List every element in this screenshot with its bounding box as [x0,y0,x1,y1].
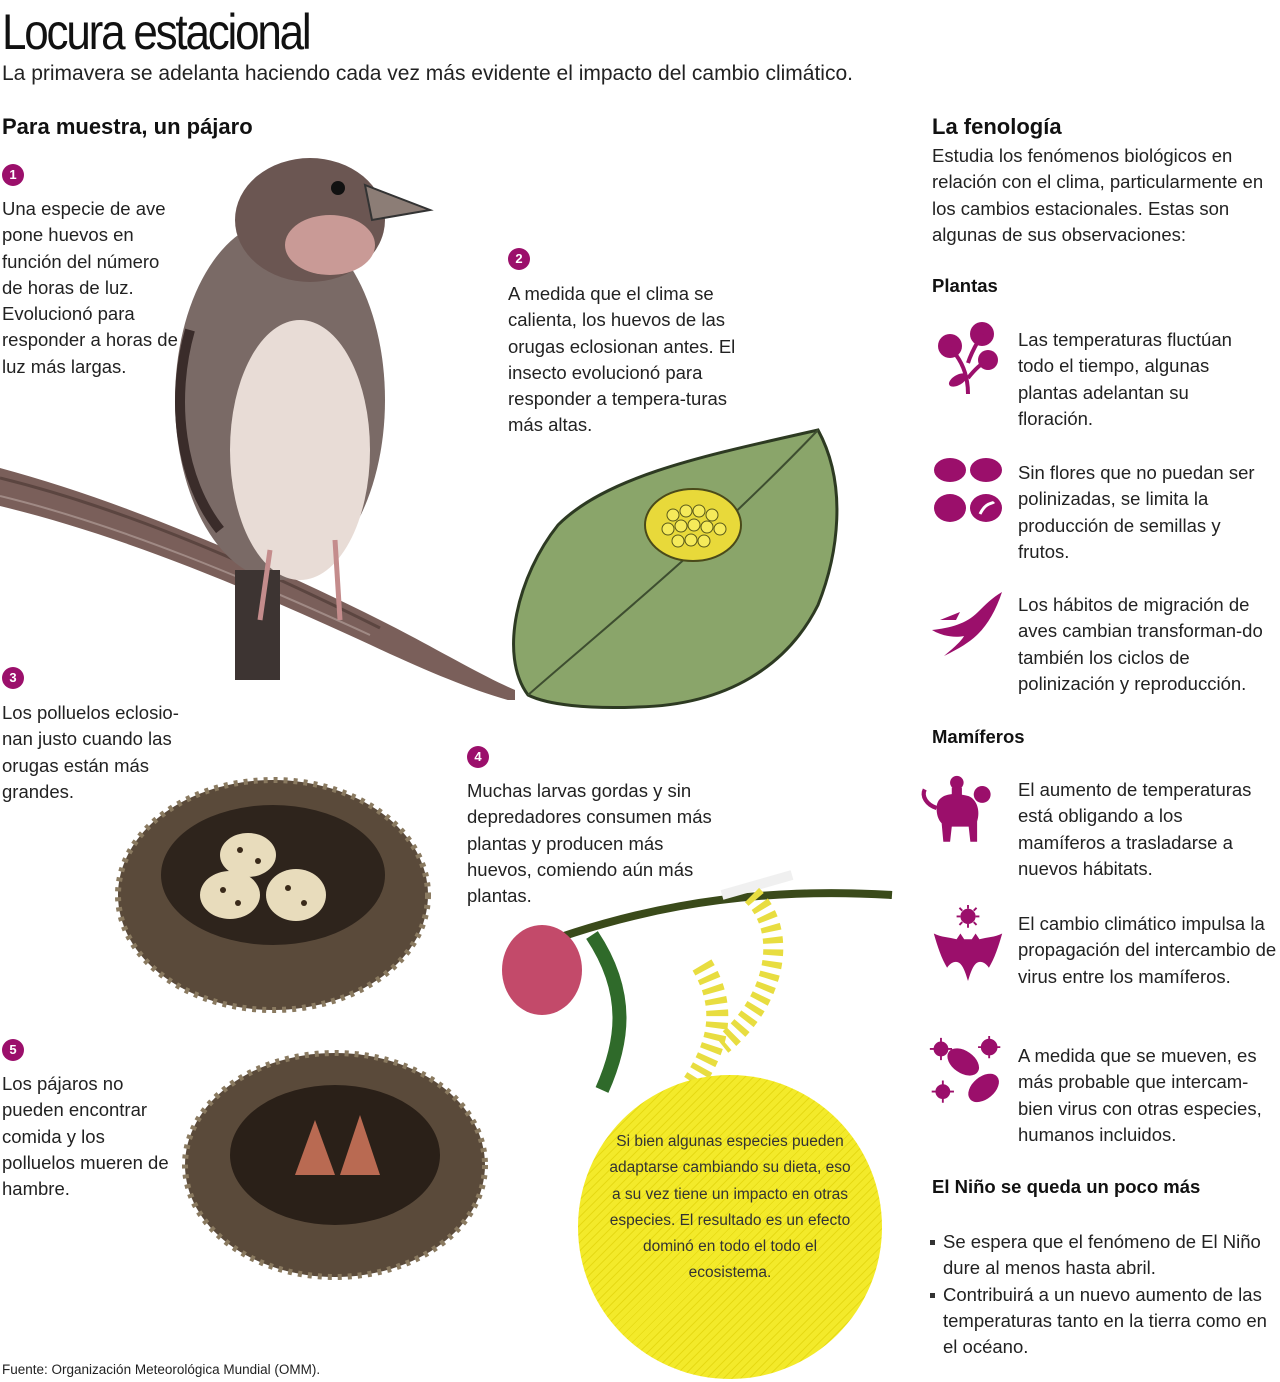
mammals-2-text: El cambio climático impulsa la propagación del intercambio de virus entre los mamíferos. [1018,913,1277,987]
plants-2-text: Sin flores que no puedan ser polinizadas, se limita la producción de semillas y frutos. [1018,462,1255,562]
plants-1-text: Las temperaturas fluctúan todo el tiempo, algunas plantas adelantan su floración. [1018,329,1232,429]
monkeys-icon [918,770,994,846]
plants-3-text: Los hábitos de migración de aves cambian transforman-do también los ciclos de polinización y reproducción. [1018,594,1263,694]
viruses-icon [928,1036,1004,1112]
page-title: Locura estacional [2,4,310,60]
step-2-text: A medida que el clima se calienta, los huevos de las orugas eclosionan antes. El insecto evolucionó para responder a tempera-turas más altas. [508,283,736,436]
mammals-1-text: El aumento de temperaturas está obligando a los mamíferos a trasladarse a nuevos hábitats. [1018,779,1252,879]
step-1-badge: 1 [2,164,24,186]
nino-heading: El Niño se queda un poco más [932,1176,1201,1197]
callout-circle [578,1075,882,1379]
nino-bullet: Se espera que el fenómeno de El Niño dure al menos hasta abril. [929,1229,1274,1282]
plants-heading: Plantas [932,275,998,296]
right-intro: Estudia los fenómenos biológicos en relación con el clima, particularmente en los cambios estacionales. Estas son algunas de sus observaciones: [932,145,1264,245]
nest-chicks-illustration [175,1035,505,1295]
step-2-badge: 2 [508,248,530,270]
mammals-heading: Mamíferos [932,726,1025,747]
seeds-icon [930,452,1006,528]
right-heading: La fenología [932,114,1062,139]
step-5-badge: 5 [2,1039,24,1061]
sparrow-illustration [150,150,440,690]
left-heading: Para muestra, un pájaro [2,114,253,139]
callout-text: Si bien algunas especies pueden adaptarse cambiando su dieta, eso a su vez tiene un impacto en otras especies. El resultado es un efecto dominó en todo el todo el ecosistema. [609,1133,851,1282]
nino-list [929,1229,1274,1360]
page-subtitle: La primavera se adelanta haciendo cada vez más evidente el impacto del cambio climático. [2,62,853,85]
step-1-text: Una especie de ave pone huevos en función del número de horas de luz. Evolucionó para responder a horas de luz más largas. [2,198,178,377]
mammals-3-text: A medida que se mueven, es más probable que intercam-bien virus con otras especies, humanos incluidos. [1018,1045,1262,1145]
bat-virus-icon [930,905,1006,981]
swallow-icon [930,590,1006,666]
step-3-text: Los polluelos eclosio-nan justo cuando las orugas están más grandes. [2,702,179,802]
step-3-badge: 3 [2,667,24,689]
nino-bullet: Contribuirá a un nuevo aumento de las temperaturas tanto en la tierra como en el océano. [929,1282,1274,1361]
step-4-text: Muchas larvas gordas y sin depredadores consumen más plantas y producen más huevos, comiendo aún más plantas. [467,780,712,907]
flower-icon [930,318,1006,394]
step-5-text: Los pájaros no pueden encontrar comida y los polluelos mueren de hambre. [2,1073,169,1200]
source-note: Fuente: Organización Meteorológica Mundial (OMM). [2,1362,321,1377]
step-4-badge: 4 [467,746,489,768]
leaf-eggs-illustration [488,425,858,715]
